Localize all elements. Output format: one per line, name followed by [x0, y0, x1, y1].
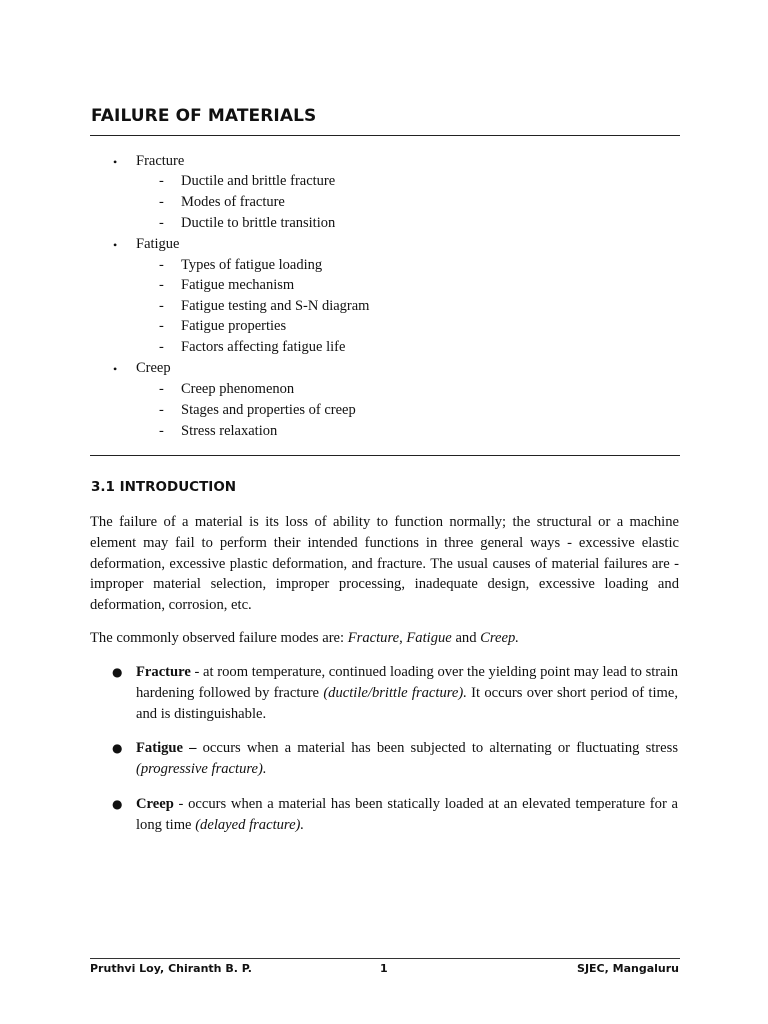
- outline-dash: -: [159, 173, 164, 189]
- outline-dash: -: [159, 402, 164, 418]
- outline-topic-fatigue: Fatigue: [136, 236, 180, 252]
- outline-subitem: Fatigue mechanism: [181, 277, 295, 293]
- outline-topic-fracture: Fracture: [136, 153, 185, 169]
- outline-dash: -: [159, 194, 164, 210]
- footer-page-number: 1: [380, 962, 388, 975]
- outline-dash: -: [159, 257, 164, 273]
- outline-subitem: Fatigue properties: [181, 318, 287, 334]
- outline-divider: [90, 455, 680, 456]
- failure-mode-fatigue: Fatigue – occurs when a material has been subjected to alternating or fluctuating stress (progressive fracture).: [136, 740, 679, 777]
- outline-subitem: Creep phenomenon: [181, 381, 295, 397]
- outline-bullet: •: [113, 238, 118, 252]
- outline-dash: -: [159, 381, 164, 397]
- mode-fracture-term: Fracture: [347, 630, 400, 646]
- outline-subitem: Fatigue testing and S-N diagram: [181, 298, 370, 314]
- section-heading: 3.1 INTRODUCTION: [91, 479, 237, 495]
- document-title: FAILURE OF MATERIALS: [91, 106, 317, 126]
- title-underline: [90, 135, 680, 136]
- outline-dash: -: [159, 298, 164, 314]
- mode-bullet: ●: [112, 741, 123, 755]
- failure-mode-fracture: Fracture - at room temperature, continued loading over the yielding point may lead to strain hardening followed by fracture (ductile/brittle fracture). It occurs over short period of time, and is distinguishable.: [136, 664, 679, 722]
- outline-subitem: Stress relaxation: [181, 423, 278, 439]
- mode-fatigue-term: Fatigue: [406, 630, 452, 646]
- footer-authors: Pruthvi Loy, Chiranth B. P.: [90, 962, 252, 975]
- outline-dash: -: [159, 277, 164, 293]
- outline-subitem: Ductile to brittle transition: [181, 215, 336, 231]
- footer-institution: SJEC, Mangaluru: [577, 962, 679, 975]
- outline-subitem: Ductile and brittle fracture: [181, 173, 336, 189]
- outline-dash: -: [159, 215, 164, 231]
- outline-bullet: •: [113, 362, 118, 376]
- outline-subitem: Modes of fracture: [181, 194, 285, 210]
- mode-bullet: ●: [112, 797, 123, 811]
- outline-dash: -: [159, 423, 164, 439]
- failure-mode-creep: Creep - occurs when a material has been statically loaded at an elevated temperature for a long time (delayed fracture).: [136, 796, 678, 833]
- failure-modes-intro: The commonly observed failure modes are: Fracture, Fatigue and Creep.: [90, 630, 519, 646]
- footer-rule: [90, 958, 680, 959]
- outline-dash: -: [159, 339, 164, 355]
- outline-subitem: Factors affecting fatigue life: [181, 339, 346, 355]
- mode-bullet: ●: [112, 665, 123, 679]
- mode-creep-term: Creep.: [480, 630, 519, 646]
- outline-subitem: Stages and properties of creep: [181, 402, 356, 418]
- outline-dash: -: [159, 318, 164, 334]
- outline-bullet: •: [113, 155, 118, 169]
- introduction-paragraph: The failure of a material is its loss of ability to function normally; the structural or a machine element may fail to perform their intended functions in three general ways - excessive elastic deformation, excessive plastic deformation, and fracture. The usual causes of material failures are - improper material selection, improper processing, inadequate design, excessive loading and deformation, corrosion, etc.: [90, 514, 679, 614]
- outline-topic-creep: Creep: [136, 360, 171, 376]
- outline-subitem: Types of fatigue loading: [181, 257, 323, 273]
